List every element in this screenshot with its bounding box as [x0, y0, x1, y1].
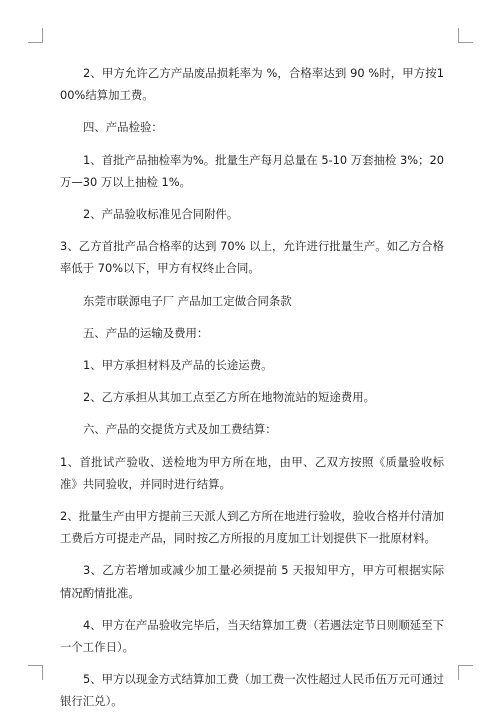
paragraph-transport-2: 2、乙方承担从其加工点至乙方所在地物流站的短途费用。 — [83, 390, 376, 405]
document-body — [60, 62, 444, 723]
document-running-title: 东莞市联源电子厂 产品加工定做合同条款 — [83, 293, 292, 308]
section-heading-settlement: 六、产品的交提货方式及加工费结算： — [83, 422, 277, 437]
corner-mark-bottom-left — [28, 665, 43, 680]
corner-mark-top-left — [28, 28, 43, 43]
paragraph-settlement-4: 4、甲方在产品验收完毕后，当天结算加工费（若遇法定节日则顺延至下一个工作日）。 — [60, 617, 444, 655]
paragraph-settlement-3: 3、乙方若增加或减少加工量必须提前 5 天报知甲方，甲方可根据实际情况酌情批准。 — [60, 563, 444, 600]
corner-mark-top-right — [458, 28, 473, 43]
paragraph-settlement-1: 1、首批试产验收、送检地为甲方所在地，由甲、乙双方按照《质量验收标准》共同验收，并同时进行结算。 — [60, 454, 444, 491]
paragraph-clause-2-loss-rate: 2、甲方允许乙方产品废品损耗率为 %，合格率达到 90 %时，甲方按100%结算加工费。 — [60, 66, 444, 103]
section-heading-transport: 五、产品的运输及费用： — [83, 325, 209, 340]
paragraph-inspection-1: 1、首批产品抽检率为%。批量生产每月总量在 5-10 万套抽检 3%；20 万—30 万以上抽检 1%。 — [60, 152, 444, 189]
paragraph-settlement-5: 5、甲方以现金方式结算加工费（加工费一次性超过人民币伍万元可通过银行汇兑）。 — [60, 672, 444, 709]
corner-mark-bottom-right — [458, 665, 473, 680]
paragraph-transport-1: 1、甲方承担材料及产品的长途运费。 — [83, 358, 273, 373]
paragraph-inspection-3: 3、乙方首批产品合格率的达到 70% 以上，允许进行批量生产。如乙方合格率低于 70%以下，甲方有权终止合同。 — [60, 239, 444, 276]
section-heading-inspection: 四、产品检验： — [83, 120, 163, 135]
paragraph-inspection-2: 2、产品验收标准见合同附件。 — [83, 207, 239, 222]
paragraph-settlement-2: 2、批量生产由甲方提前三天派人到乙方所在地进行验收，验收合格并付清加工费后方可提走产品，同时按乙方所报的月度加工计划提供下一批原材料。 — [60, 509, 444, 546]
